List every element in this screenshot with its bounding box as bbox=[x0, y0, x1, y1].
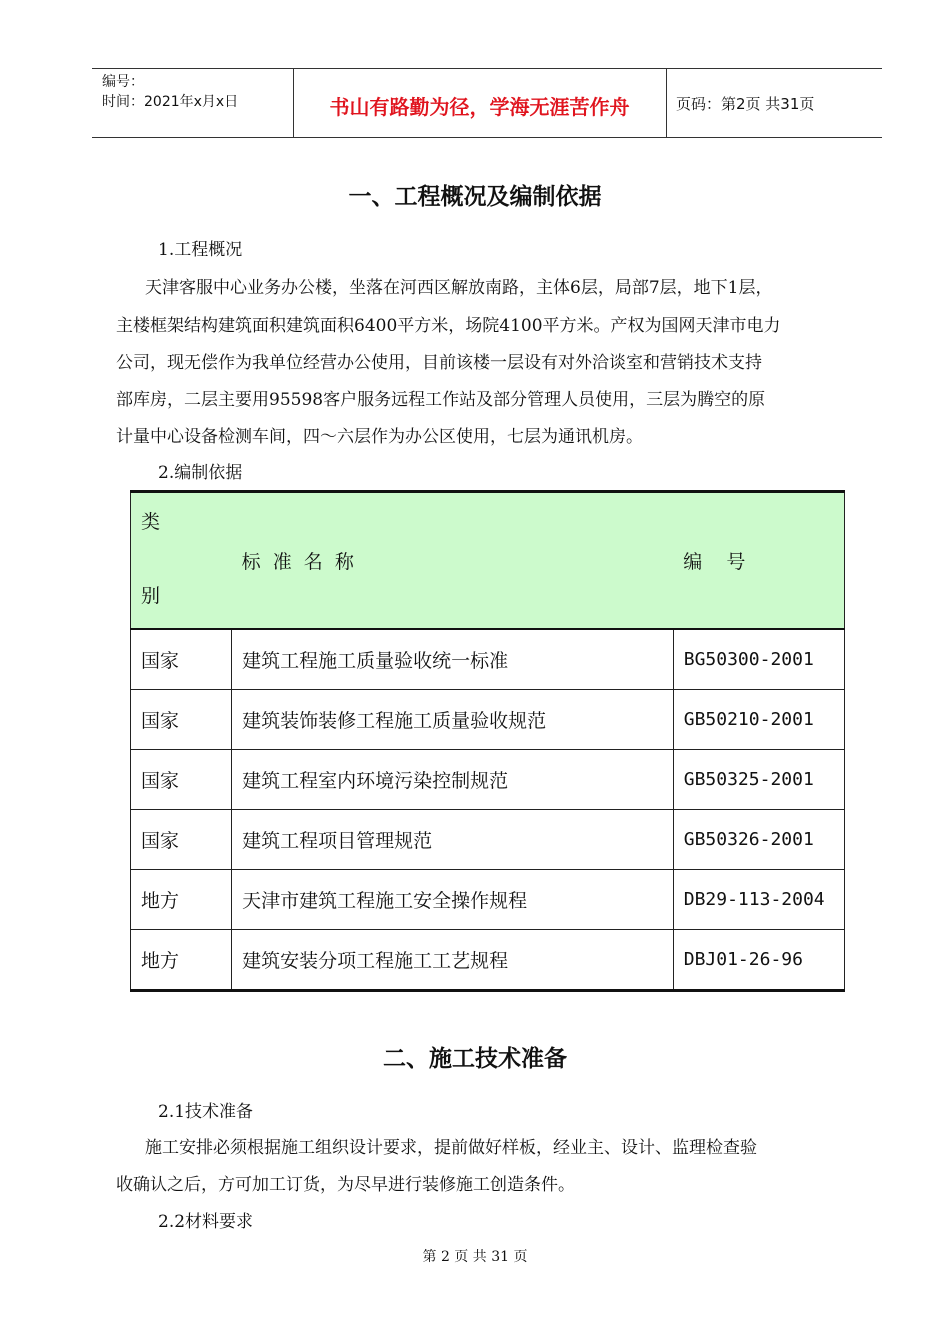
paragraph-line: 主楼框架结构建筑面积建筑面积6400平方米，场院4100平方米。产权为国网天津市电力 bbox=[116, 316, 781, 336]
page-header bbox=[92, 68, 882, 138]
row-name: 建筑工程项目管理规范 bbox=[232, 810, 674, 870]
motto-text: 书山有路勤为径，学海无涯苦作舟 bbox=[329, 95, 630, 119]
row-code: GB50210-2001 bbox=[673, 690, 844, 750]
section1-sub2: 2.编制依据 bbox=[158, 463, 243, 483]
row-code: DB29-113-2004 bbox=[673, 870, 844, 930]
table-row bbox=[131, 870, 845, 930]
paragraph-line: 天津客服中心业务办公楼，坐落在河西区解放南路，主体6层，局部7层，地下1层， bbox=[145, 278, 773, 298]
header-category-bottom: 别 bbox=[141, 585, 161, 607]
table-header-row bbox=[131, 492, 845, 630]
row-category: 国家 bbox=[131, 750, 232, 810]
row-code: GB50325-2001 bbox=[673, 750, 844, 810]
row-category: 国家 bbox=[131, 690, 232, 750]
table-row bbox=[131, 810, 845, 870]
header-name-cell bbox=[232, 492, 674, 630]
row-code: DBJ01-26-96 bbox=[673, 930, 844, 991]
row-code: GB50326-2001 bbox=[673, 810, 844, 870]
page-code: 页码：第2页 共31页 bbox=[676, 95, 815, 113]
header-category-cell bbox=[131, 492, 232, 630]
section2-sub1: 2.1技术准备 bbox=[158, 1102, 254, 1122]
table-row bbox=[131, 930, 845, 991]
number-label: 编号： bbox=[102, 74, 144, 90]
row-category: 地方 bbox=[131, 930, 232, 991]
paragraph-line: 收确认之后，方可加工订货，为尽早进行装修施工创造条件。 bbox=[116, 1175, 575, 1195]
row-category: 国家 bbox=[131, 810, 232, 870]
header-info-cell bbox=[92, 69, 294, 137]
row-category: 国家 bbox=[131, 629, 232, 690]
standards-table bbox=[130, 490, 845, 992]
row-category: 地方 bbox=[131, 870, 232, 930]
section2-title: 二、施工技术准备 bbox=[383, 1046, 567, 1072]
row-name: 天津市建筑工程施工安全操作规程 bbox=[232, 870, 674, 930]
header-page-cell bbox=[666, 69, 882, 137]
table-row bbox=[131, 629, 845, 690]
paragraph-line: 公司，现无偿作为我单位经营办公使用，目前该楼一层设有对外洽谈室和营销技术支持 bbox=[116, 353, 762, 373]
header-code-cell bbox=[673, 492, 844, 630]
header-motto-cell bbox=[293, 69, 667, 137]
header-code: 编 号 bbox=[683, 551, 746, 573]
row-name: 建筑装饰装修工程施工质量验收规范 bbox=[232, 690, 674, 750]
table-row bbox=[131, 750, 845, 810]
row-name: 建筑安装分项工程施工工艺规程 bbox=[232, 930, 674, 991]
header-name: 标 准 名 称 bbox=[241, 551, 354, 573]
row-name: 建筑工程施工质量验收统一标准 bbox=[232, 629, 674, 690]
page-footer: 第 2 页 共 31 页 bbox=[422, 1249, 528, 1265]
row-code: BG50300-2001 bbox=[673, 629, 844, 690]
paragraph-line: 部库房，二层主要用95598客户服务远程工作站及部分管理人员使用，三层为腾空的原 bbox=[116, 390, 766, 410]
paragraph-line: 计量中心设备检测车间，四～六层作为办公区使用，七层为通讯机房。 bbox=[116, 427, 643, 447]
paragraph-line: 施工安排必须根据施工组织设计要求，提前做好样板，经业主、设计、监理检查验 bbox=[145, 1138, 757, 1158]
section1-title: 一、工程概况及编制依据 bbox=[348, 184, 602, 210]
row-name: 建筑工程室内环境污染控制规范 bbox=[232, 750, 674, 810]
section2-sub2: 2.2材料要求 bbox=[158, 1212, 254, 1232]
table-row bbox=[131, 690, 845, 750]
section1-sub1: 1.工程概况 bbox=[158, 240, 243, 260]
header-category-top: 类 bbox=[141, 511, 161, 533]
time-label: 时间：2021年x月x日 bbox=[102, 94, 239, 110]
